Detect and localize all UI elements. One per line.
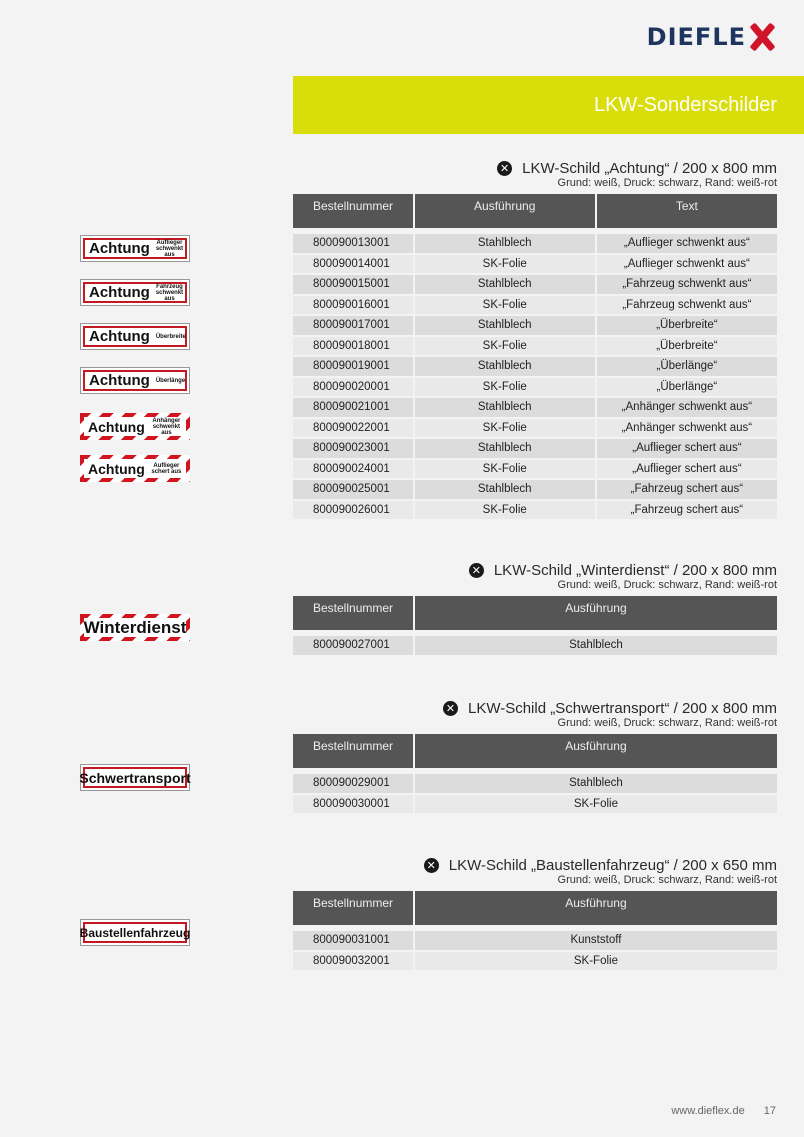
sign-main-text: Achtung bbox=[89, 328, 150, 345]
section-subtitle: Grund: weiß, Druck: schwarz, Rand: weiß-rot bbox=[557, 579, 777, 591]
order-number-cell: 800090015001 bbox=[293, 275, 413, 294]
x-bullet-icon: ✕ bbox=[469, 563, 484, 578]
text-cell: „Überbreite“ bbox=[597, 337, 777, 356]
text-cell: „Überlänge“ bbox=[597, 357, 777, 376]
table-row bbox=[293, 357, 777, 376]
sign-sub-text: Auflieger schert aus bbox=[151, 462, 182, 475]
order-number-cell: 800090027001 bbox=[293, 636, 413, 655]
text-cell: „Fahrzeug schert aus“ bbox=[597, 501, 777, 520]
table-row bbox=[293, 296, 777, 315]
material-cell: Stahlblech bbox=[415, 316, 595, 335]
material-cell: SK-Folie bbox=[415, 952, 777, 971]
column-header: Bestellnummer bbox=[293, 194, 413, 228]
table-row bbox=[293, 439, 777, 458]
page-footer bbox=[671, 1105, 776, 1117]
table-row bbox=[293, 378, 777, 397]
text-cell: „Auflieger schwenkt aus“ bbox=[597, 255, 777, 274]
table-row bbox=[293, 480, 777, 499]
sign-image bbox=[80, 323, 190, 350]
material-cell: Stahlblech bbox=[415, 636, 777, 655]
section-title bbox=[293, 562, 777, 579]
column-header: Bestellnummer bbox=[293, 891, 413, 925]
order-number-cell: 800090020001 bbox=[293, 378, 413, 397]
section-subtitle: Grund: weiß, Druck: schwarz, Rand: weiß-rot bbox=[557, 874, 777, 886]
section-header bbox=[293, 700, 777, 729]
text-cell: „Auflieger schwenkt aus“ bbox=[597, 234, 777, 253]
text-cell: „Fahrzeug schert aus“ bbox=[597, 480, 777, 499]
column-header: Ausführung bbox=[415, 194, 595, 228]
order-number-cell: 800090019001 bbox=[293, 357, 413, 376]
category-banner bbox=[293, 76, 804, 134]
column-header: Bestellnummer bbox=[293, 734, 413, 768]
sign-main-text: Achtung bbox=[89, 284, 150, 301]
section-title-text: LKW-Schild „Baustellenfahrzeug“ / 200 x 650 mm bbox=[448, 857, 777, 874]
product-section bbox=[293, 857, 777, 972]
order-number-cell: 800090025001 bbox=[293, 480, 413, 499]
material-cell: Stahlblech bbox=[415, 398, 595, 417]
sign-image bbox=[80, 279, 190, 306]
sign-main-text: Achtung bbox=[89, 240, 150, 257]
sign-main-text: Achtung bbox=[89, 372, 150, 389]
sign-sub-text: Überlänge bbox=[155, 377, 186, 384]
material-cell: Stahlblech bbox=[415, 357, 595, 376]
column-header: Bestellnummer bbox=[293, 596, 413, 630]
table-row bbox=[293, 931, 777, 950]
logo-wordmark: DIEFLE bbox=[646, 23, 746, 51]
section-header bbox=[293, 160, 777, 189]
table-row bbox=[293, 795, 777, 814]
text-cell: „Auflieger schert aus“ bbox=[597, 439, 777, 458]
sign-main-text: Achtung bbox=[88, 418, 145, 435]
sign-image bbox=[80, 413, 190, 440]
column-header: Text bbox=[597, 194, 777, 228]
table-row bbox=[293, 460, 777, 479]
material-cell: SK-Folie bbox=[415, 378, 595, 397]
section-title-text: LKW-Schild „Achtung“ / 200 x 800 mm bbox=[522, 160, 777, 177]
material-cell: SK-Folie bbox=[415, 337, 595, 356]
table-row bbox=[293, 774, 777, 793]
x-bullet-icon: ✕ bbox=[424, 858, 439, 873]
material-cell: SK-Folie bbox=[415, 296, 595, 315]
material-cell: Kunststoff bbox=[415, 931, 777, 950]
material-cell: SK-Folie bbox=[415, 795, 777, 814]
sign-main-text: Baustellenfahrzeug bbox=[79, 925, 191, 940]
text-cell: „Anhänger schwenkt aus“ bbox=[597, 419, 777, 438]
sign-image bbox=[80, 764, 190, 791]
sign-image bbox=[80, 455, 190, 482]
section-title-text: LKW-Schild „Schwertransport“ / 200 x 800 mm bbox=[467, 700, 777, 717]
product-table bbox=[291, 192, 779, 521]
table-row bbox=[293, 419, 777, 438]
order-number-cell: 800090030001 bbox=[293, 795, 413, 814]
material-cell: Stahlblech bbox=[415, 234, 595, 253]
material-cell: Stahlblech bbox=[415, 774, 777, 793]
section-header bbox=[293, 562, 777, 591]
material-cell: Stahlblech bbox=[415, 275, 595, 294]
footer-url[interactable]: www.dieflex.de bbox=[671, 1105, 745, 1117]
product-table bbox=[291, 594, 779, 657]
section-title bbox=[293, 857, 777, 874]
product-section bbox=[293, 160, 777, 521]
text-cell: „Überlänge“ bbox=[597, 378, 777, 397]
order-number-cell: 800090021001 bbox=[293, 398, 413, 417]
material-cell: Stahlblech bbox=[415, 439, 595, 458]
order-number-cell: 800090013001 bbox=[293, 234, 413, 253]
order-number-cell: 800090031001 bbox=[293, 931, 413, 950]
order-number-cell: 800090026001 bbox=[293, 501, 413, 520]
material-cell: SK-Folie bbox=[415, 419, 595, 438]
text-cell: „Fahrzeug schwenkt aus“ bbox=[597, 275, 777, 294]
text-cell: „Auflieger schert aus“ bbox=[597, 460, 777, 479]
x-bullet-icon: ✕ bbox=[497, 161, 512, 176]
section-subtitle: Grund: weiß, Druck: schwarz, Rand: weiß-rot bbox=[557, 717, 777, 729]
column-header: Ausführung bbox=[415, 891, 777, 925]
sign-main-text: Winterdienst bbox=[83, 617, 187, 637]
sign-main-text: Achtung bbox=[88, 460, 145, 477]
order-number-cell: 800090023001 bbox=[293, 439, 413, 458]
banner-title: LKW-Sonderschilder bbox=[593, 94, 777, 116]
column-header: Ausführung bbox=[415, 734, 777, 768]
product-section bbox=[293, 700, 777, 815]
order-number-cell: 800090014001 bbox=[293, 255, 413, 274]
sign-image bbox=[80, 235, 190, 262]
section-header bbox=[293, 857, 777, 886]
material-cell: Stahlblech bbox=[415, 480, 595, 499]
product-section bbox=[293, 562, 777, 657]
sign-sub-text: Überbreite bbox=[155, 333, 186, 340]
order-number-cell: 800090024001 bbox=[293, 460, 413, 479]
column-header: Ausführung bbox=[415, 596, 777, 630]
table-row bbox=[293, 316, 777, 335]
sign-main-text: Schwertransport bbox=[79, 769, 191, 786]
order-number-cell: 800090016001 bbox=[293, 296, 413, 315]
table-row bbox=[293, 398, 777, 417]
table-row bbox=[293, 275, 777, 294]
order-number-cell: 800090032001 bbox=[293, 952, 413, 971]
text-cell: „Fahrzeug schwenkt aus“ bbox=[597, 296, 777, 315]
sign-sub-text: Fahrzeug schwenkt aus bbox=[155, 283, 184, 302]
table-row bbox=[293, 337, 777, 356]
order-number-cell: 800090022001 bbox=[293, 419, 413, 438]
sign-sub-text: Anhänger schwenkt aus bbox=[152, 417, 181, 436]
section-title bbox=[293, 700, 777, 717]
sign-image bbox=[80, 614, 190, 641]
product-table bbox=[291, 889, 779, 972]
text-cell: „Überbreite“ bbox=[597, 316, 777, 335]
logo-x-mark bbox=[748, 23, 776, 51]
order-number-cell: 800090017001 bbox=[293, 316, 413, 335]
order-number-cell: 800090029001 bbox=[293, 774, 413, 793]
table-row bbox=[293, 952, 777, 971]
sign-image bbox=[80, 367, 190, 394]
text-cell: „Anhänger schwenkt aus“ bbox=[597, 398, 777, 417]
material-cell: SK-Folie bbox=[415, 501, 595, 520]
section-title bbox=[293, 160, 777, 177]
order-number-cell: 800090018001 bbox=[293, 337, 413, 356]
section-title-text: LKW-Schild „Winterdienst“ / 200 x 800 mm bbox=[493, 562, 777, 579]
material-cell: SK-Folie bbox=[415, 460, 595, 479]
sign-image bbox=[80, 919, 190, 946]
product-table bbox=[291, 732, 779, 815]
page-number: 17 bbox=[763, 1105, 776, 1117]
table-row bbox=[293, 234, 777, 253]
table-row bbox=[293, 636, 777, 655]
sign-sub-text: Auflieger schwenkt aus bbox=[155, 239, 184, 258]
material-cell: SK-Folie bbox=[415, 255, 595, 274]
x-bullet-icon: ✕ bbox=[443, 701, 458, 716]
table-row bbox=[293, 255, 777, 274]
dieflex-logo bbox=[647, 22, 776, 52]
table-row bbox=[293, 501, 777, 520]
section-subtitle: Grund: weiß, Druck: schwarz, Rand: weiß-rot bbox=[557, 177, 777, 189]
